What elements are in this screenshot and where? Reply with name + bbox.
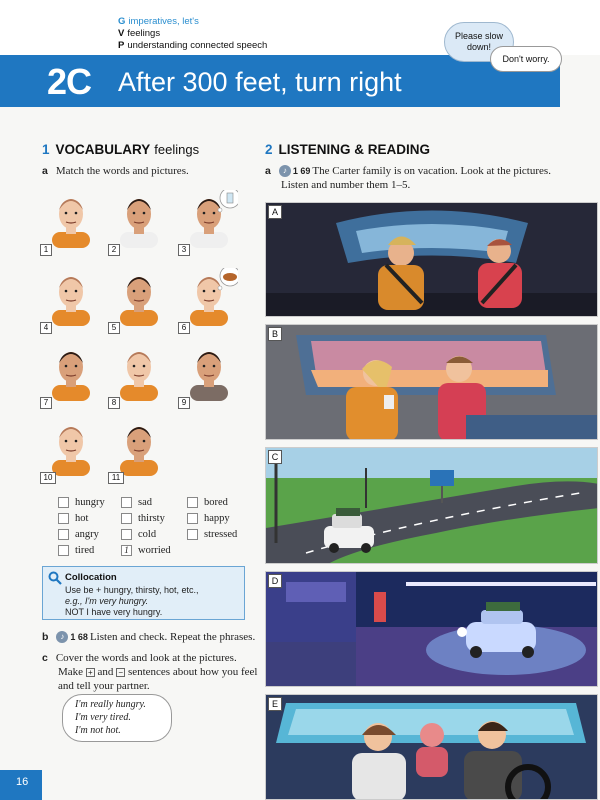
- checkbox[interactable]: [58, 513, 69, 524]
- story-picture-a: [265, 202, 598, 317]
- collocation-box: [42, 566, 245, 620]
- word-item-thirsty[interactable]: thirsty: [121, 512, 165, 526]
- checkbox[interactable]: [58, 497, 69, 508]
- lesson-title: After 300 feet, turn right: [118, 67, 402, 97]
- picture-label: B: [268, 327, 282, 341]
- audio-icon[interactable]: ♪: [56, 631, 68, 643]
- page-number: 16: [16, 776, 29, 788]
- picture-number-box: 1: [40, 244, 52, 256]
- speech-bubble-dont-worry: Don't worry.: [490, 46, 562, 72]
- checkbox[interactable]: [121, 529, 132, 540]
- collocation-line: NOT I have very hungry.: [65, 607, 163, 617]
- car-interior-illustration: [266, 695, 598, 800]
- word-item-sad[interactable]: sad: [121, 496, 152, 510]
- example-phrase: I'm not hot.: [75, 725, 121, 736]
- picture-number-box: 4: [40, 322, 52, 334]
- minus-icon: −: [116, 668, 125, 677]
- lesson-code: 2C: [47, 61, 92, 102]
- vocab-instruction-c: c Cover the words and look at the pictures. Make + and − sentences about how you feel and tell your partner.: [42, 652, 258, 692]
- listening-instruction-a: a ♪ 1 69 The Carter family is on vacation. Look at the pictures. Listen and number them 1–5.: [265, 165, 551, 191]
- collocation-line: Use be + hungry, thirsty, hot, etc.,: [65, 585, 199, 595]
- feeling-picture: [42, 343, 100, 401]
- picture-number-box: 8: [108, 397, 120, 409]
- vocabulary-heading: 1 VOCABULARY feelings: [42, 142, 200, 157]
- feeling-picture: [180, 268, 238, 326]
- checkbox[interactable]: [187, 497, 198, 508]
- checkbox[interactable]: [58, 529, 69, 540]
- audio-icon[interactable]: ♪: [279, 165, 291, 177]
- vocab-instruction-b: b ♪ 1 68 Listen and check. Repeat the phrases.: [42, 631, 256, 643]
- hotel-night-illustration: [266, 572, 598, 687]
- vocab-instruction-a: a Match the words and pictures.: [42, 165, 189, 177]
- word-item-cold[interactable]: cold: [121, 528, 156, 542]
- picture-label: C: [268, 450, 282, 464]
- word-item-hot[interactable]: hot: [58, 512, 88, 526]
- magnifier-icon: [48, 571, 62, 590]
- checkbox[interactable]: [187, 529, 198, 540]
- word-item-tired[interactable]: tired: [58, 544, 94, 558]
- picture-number-box: 7: [40, 397, 52, 409]
- example-phrase: I'm really hungry.: [75, 699, 146, 710]
- feeling-picture: [110, 418, 168, 476]
- checkbox[interactable]: 1: [121, 545, 132, 556]
- feeling-picture: [42, 418, 100, 476]
- collocation-line: e.g., I'm very hungry.: [65, 596, 149, 606]
- plus-icon: +: [86, 668, 95, 677]
- page-number-tab: [0, 770, 42, 800]
- feeling-picture: [110, 343, 168, 401]
- word-item-stressed[interactable]: stressed: [187, 528, 237, 542]
- picture-number-box: 9: [178, 397, 190, 409]
- story-picture-b: [265, 324, 598, 440]
- word-item-bored[interactable]: bored: [187, 496, 228, 510]
- story-picture-d: [265, 571, 598, 687]
- story-picture-e: [265, 694, 598, 800]
- car-interior-illustration: [266, 325, 598, 440]
- speech-bubble-slow-down: Please slow down!: [444, 22, 514, 62]
- car-interior-illustration: [266, 203, 598, 317]
- word-item-worried[interactable]: 1 worried: [121, 544, 171, 558]
- picture-number-box: 11: [108, 472, 124, 484]
- feeling-picture: [110, 268, 168, 326]
- word-item-hungry[interactable]: hungry: [58, 496, 105, 510]
- feeling-picture: [42, 268, 100, 326]
- picture-label: A: [268, 205, 282, 219]
- checkbox[interactable]: [121, 497, 132, 508]
- story-picture-c: [265, 447, 598, 564]
- road-illustration: [266, 448, 598, 564]
- picture-number-box: 6: [178, 322, 190, 334]
- lesson-objectives: [118, 16, 267, 52]
- checkbox[interactable]: [58, 545, 69, 556]
- picture-label: E: [268, 697, 282, 711]
- picture-number-box: 3: [178, 244, 190, 256]
- feeling-picture: [42, 190, 100, 248]
- picture-label: D: [268, 574, 282, 588]
- picture-number-box: 2: [108, 244, 120, 256]
- checkbox[interactable]: [187, 513, 198, 524]
- example-phrase: I'm very tired.: [75, 712, 131, 723]
- checkbox[interactable]: [121, 513, 132, 524]
- picture-number-box: 10: [40, 472, 56, 484]
- lesson-banner: [0, 55, 560, 107]
- objective-vocabulary: V feelings: [118, 28, 161, 39]
- collocation-title: Collocation: [65, 572, 117, 583]
- word-item-angry[interactable]: angry: [58, 528, 99, 542]
- feeling-picture: [110, 190, 168, 248]
- listening-heading: 2 LISTENING & READING: [265, 142, 431, 157]
- feeling-picture: [180, 343, 238, 401]
- example-speech-bubble: [62, 694, 172, 742]
- feeling-picture: [180, 190, 238, 248]
- word-item-happy[interactable]: happy: [187, 512, 230, 526]
- objective-pronunciation: P understanding connected speech: [118, 40, 268, 51]
- picture-number-box: 5: [108, 322, 120, 334]
- objective-grammar: G imperatives, let's: [118, 16, 199, 27]
